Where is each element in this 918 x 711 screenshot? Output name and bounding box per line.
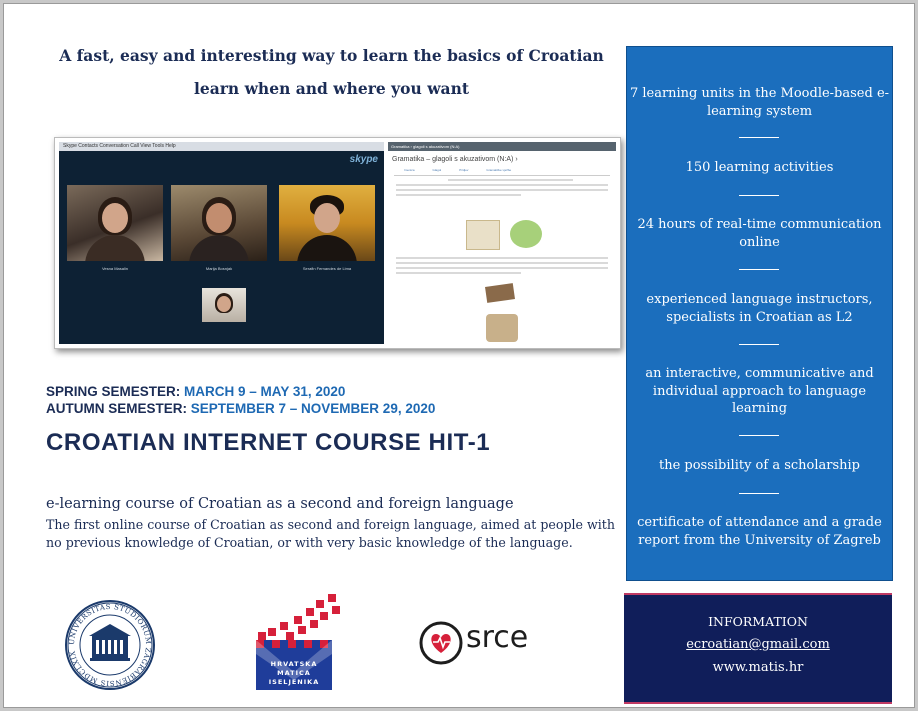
skype-menu-bar: Skype Contacts Conversation Call View Tools Help [59, 142, 384, 151]
moodle-tabs [394, 168, 610, 176]
feature-item: 7 learning units in the Moodle-based e-learning system [629, 86, 890, 119]
moodle-lesson-page [388, 142, 616, 344]
hmi-text: MATICA [277, 669, 311, 677]
svg-text:UNIVERSITAS STUDIORUM ZAGRABIE: UNIVERSITAS STUDIORUM ZAGRABIENSIS MDCLXIX [67, 602, 153, 688]
video-tile [171, 185, 267, 261]
autumn-semester-dates: SEPTEMBER 7 – NOVEMBER 29, 2020 [190, 401, 436, 416]
hmi-text: ISELJENIKA [268, 678, 320, 686]
course-subtitle: e-learning course of Croatian as a second and foreign language [46, 496, 514, 512]
features-panel [626, 46, 893, 581]
information-box [624, 593, 892, 704]
feature-divider [739, 195, 779, 196]
course-description: The first online course of Croatian as second and foreign language, aimed at people with no previous knowledge of Croatian, or with very basic knowledge of the language. [46, 517, 615, 550]
hmi-text: HRVATSKA [270, 660, 318, 668]
participant-label: Vesna Masalin [101, 266, 128, 271]
spring-semester-label: SPRING SEMESTER: [46, 384, 181, 399]
feature-item: certificate of attendance and a grade report from the University of Zagreb [637, 515, 882, 548]
video-tile [67, 185, 163, 261]
spring-semester-dates: MARCH 9 – MAY 31, 2020 [184, 384, 346, 399]
participant-label: Marija Bosnjak [205, 266, 233, 271]
heart-circle-icon [418, 620, 464, 666]
feature-item: the possibility of a scholarship [658, 458, 861, 473]
moodle-tab: Gramatičke vježbe [486, 168, 512, 172]
feature-item: experienced language instructors, specialists in Croatian as L2 [646, 292, 873, 325]
information-heading: INFORMATION [708, 614, 808, 629]
feature-divider [739, 493, 779, 494]
autumn-semester [46, 401, 435, 416]
lesson-illustration [486, 314, 518, 342]
tagline-secondary: learn when and where you want [193, 79, 470, 98]
feature-divider [739, 269, 779, 270]
moodle-title: Gramatika – glagoli s akuzativom (N:A) › [392, 156, 518, 163]
course-title: CROATIAN INTERNET COURSE HIT-1 [46, 429, 491, 456]
autumn-semester-label: AUTUMN SEMESTER: [46, 401, 187, 416]
course-screenshot [54, 137, 621, 349]
feature-item: an interactive, communicative and individual approach to language learning [645, 366, 874, 416]
moodle-breadcrumb: Gramatika › glagoli s akuzativom (N:A) [388, 142, 616, 151]
contact-email-link[interactable]: ecroatian@gmail.com [686, 637, 830, 652]
university-zagreb-seal-logo [65, 600, 155, 690]
feature-divider [739, 344, 779, 345]
srce-logo [418, 618, 558, 668]
srce-logo-text: srce [466, 620, 529, 655]
skype-logo: skype [349, 154, 378, 165]
self-video-tile [202, 288, 246, 322]
feature-divider [739, 137, 779, 138]
lesson-illustration [485, 283, 515, 303]
website-link[interactable]: www.matis.hr [712, 660, 804, 675]
moodle-tab: Pridjev [459, 168, 469, 172]
flyer-page [3, 3, 915, 708]
feature-divider [739, 435, 779, 436]
feature-item: 24 hours of real-time communication online [637, 217, 882, 250]
moodle-tab: Glagol [432, 168, 442, 172]
spring-semester [46, 384, 345, 399]
feature-item: 150 learning activities [685, 160, 834, 175]
skype-video-call [59, 142, 384, 344]
hrvatska-matica-iseljenika-logo [250, 592, 346, 692]
participant-label: Serafin Fernandes de Lima [302, 266, 352, 271]
moodle-tab: Imenica [404, 168, 415, 172]
tagline-primary: A fast, easy and interesting way to learn the basics of Croatian [59, 46, 604, 65]
video-tile [279, 185, 375, 261]
lesson-illustration [510, 220, 542, 248]
lesson-illustration [466, 220, 500, 250]
